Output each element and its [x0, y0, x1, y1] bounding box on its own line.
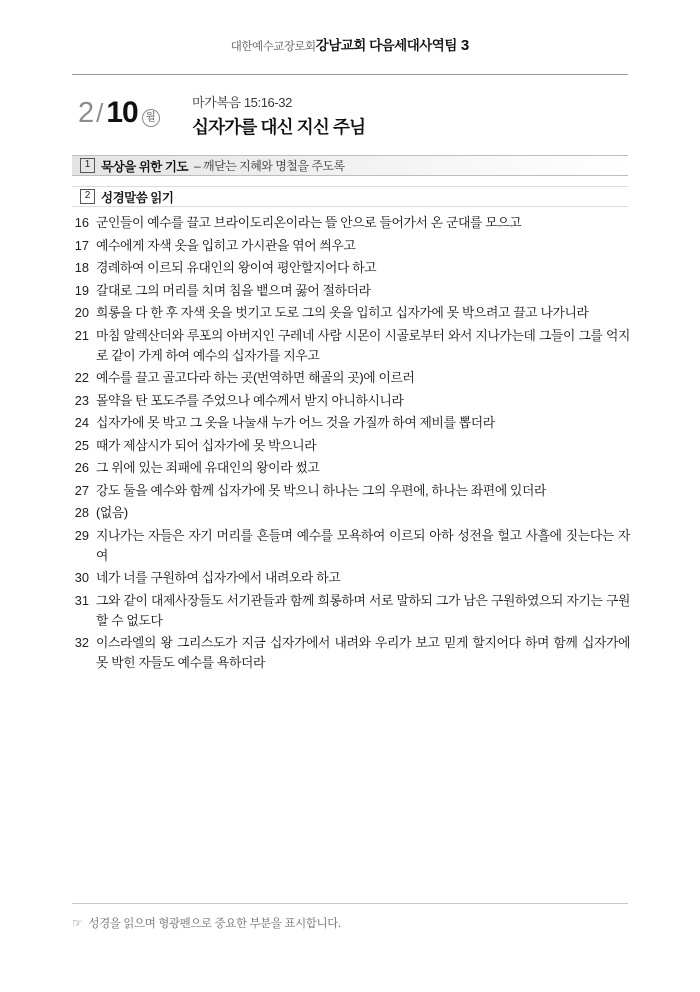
- verse-text: 그 위에 있는 죄패에 유대인의 왕이라 썼고: [96, 460, 320, 475]
- verse-row: [72, 368, 630, 388]
- verse-row: [72, 633, 630, 673]
- date-day: 10: [106, 96, 138, 129]
- footer-note: [72, 915, 628, 931]
- verse-row: [72, 326, 630, 366]
- verse-row: [72, 503, 630, 523]
- section-scripture-reading: [72, 186, 628, 207]
- verse-number: 26: [74, 460, 89, 475]
- verse-row: [72, 458, 630, 478]
- page-header: [0, 34, 700, 54]
- verse-row: [72, 413, 630, 433]
- section-prayer: [72, 155, 628, 176]
- verse-text: 이스라엘의 왕 그리스도가 지금 십자가에서 내려와 우리가 보고 믿게 할지어다 하며 함께 십자가에 못 박힌 자들도 예수를 욕하더라: [96, 635, 630, 670]
- verse-text: 십자가에 못 박고 그 옷을 나눌새 누가 어느 것을 가질까 하여 제비를 뽑더라: [96, 415, 495, 430]
- verse-number: 27: [74, 482, 89, 498]
- footer-note-text: 성경을 읽으며 형광펜으로 중요한 부분을 표시합니다.: [88, 918, 341, 930]
- verse-number: 21: [74, 327, 89, 343]
- verse-number: 30: [74, 570, 89, 585]
- scripture-verse-list: [72, 213, 630, 676]
- verse-row: [72, 568, 630, 588]
- verse-text: 예수를 끌고 골고다라 하는 곳(번역하면 해골의 곳)에 이르러: [96, 370, 415, 385]
- verse-row: [72, 436, 630, 456]
- verse-number: 20: [74, 305, 89, 320]
- verse-number: 16: [74, 215, 89, 230]
- verse-number: 25: [74, 437, 89, 453]
- verse-row: [72, 213, 630, 233]
- section-number: 1: [80, 158, 95, 173]
- verse-text: 예수에게 자색 옷을 입히고 가시관을 엮어 씌우고: [96, 237, 356, 253]
- verse-text: 갈대로 그의 머리를 치며 침을 뱉으며 꿇어 절하더라: [96, 282, 371, 298]
- verse-number: 17: [74, 237, 89, 253]
- verse-text: (없음): [96, 505, 128, 520]
- verse-text: 네가 너를 구원하여 십자가에서 내려오라 하고: [96, 570, 341, 585]
- footer-divider: [72, 903, 628, 904]
- verse-row: [72, 591, 630, 631]
- verse-text: 군인들이 예수를 끌고 브라이도리온이라는 뜰 안으로 들어가서 온 군대를 모으고: [96, 215, 522, 230]
- verse-row: [72, 526, 630, 566]
- verse-number: 18: [74, 260, 89, 275]
- pointing-hand-icon: ☞: [72, 916, 83, 930]
- church-name-label: 강남교회 다음세대사역팀: [315, 38, 457, 53]
- scripture-reference: 마가복음 15:16-32: [192, 95, 292, 110]
- verse-text: 몰약을 탄 포도주를 주었으나 예수께서 받지 아니하시니라: [96, 392, 404, 408]
- verse-text: 경례하여 이르되 유대인의 왕이여 평안할지어다 하고: [96, 260, 377, 275]
- verse-number: 22: [74, 370, 89, 385]
- verse-row: [72, 236, 630, 256]
- section-label: 성경말씀 읽기: [101, 190, 174, 205]
- verse-text: 때가 제삼시가 되어 십자가에 못 박으니라: [96, 437, 317, 453]
- verse-text: 지나가는 자들은 자기 머리를 흔들며 예수를 모욕하여 이르되 아하 성전을 헐고 사흘에 짓는다는 자여: [96, 527, 630, 563]
- verse-row: [72, 281, 630, 301]
- verse-text: 강도 둘을 예수와 함께 십자가에 못 박으니 하나는 그의 우편에, 하나는 좌편에 있더라: [96, 482, 547, 498]
- date-separator: /: [96, 98, 104, 128]
- verse-number: 31: [74, 592, 89, 608]
- entry-title: 십자가를 대신 지신 주님: [192, 117, 366, 137]
- verse-row: [72, 258, 630, 278]
- verse-text: 그와 같이 대제사장들도 서기관들과 함께 희롱하며 서로 말하되 그가 남은 구원하였으되 자기는 구원할 수 없도다: [96, 592, 630, 628]
- entry-heading: [72, 92, 628, 152]
- verse-number: 23: [74, 392, 89, 408]
- section-label: 묵상을 위한 기도: [101, 159, 188, 174]
- entry-title-block: [192, 92, 365, 139]
- page-number: 3: [460, 37, 470, 54]
- verse-text: 마침 알렉산더와 루포의 아버지인 구레네 사람 시몬이 시골로부터 와서 지나가는데 그들이 그를 억지로 같이 가게 하여 예수의 십자가를 지우고: [96, 327, 630, 363]
- verse-number: 32: [74, 635, 89, 650]
- verse-number: 28: [74, 505, 89, 520]
- verse-row: [72, 303, 630, 323]
- denomination-label: 대한예수교장로회: [230, 41, 316, 53]
- date-day-of-week: 월: [142, 109, 160, 127]
- entry-date: [78, 96, 160, 130]
- verse-number: 19: [74, 282, 89, 298]
- verse-row: [72, 481, 630, 501]
- verse-number: 29: [74, 527, 89, 543]
- section-number: 2: [80, 189, 95, 204]
- verse-number: 24: [74, 415, 89, 430]
- date-month: 2: [78, 97, 94, 129]
- header-divider: [72, 74, 628, 75]
- section-subtitle: – 깨닫는 지혜와 명철을 주도록: [193, 159, 345, 173]
- verse-row: [72, 391, 630, 411]
- verse-text: 희롱을 다 한 후 자색 옷을 벗기고 도로 그의 옷을 입히고 십자가에 못 박으려고 끌고 나가니라: [96, 305, 589, 320]
